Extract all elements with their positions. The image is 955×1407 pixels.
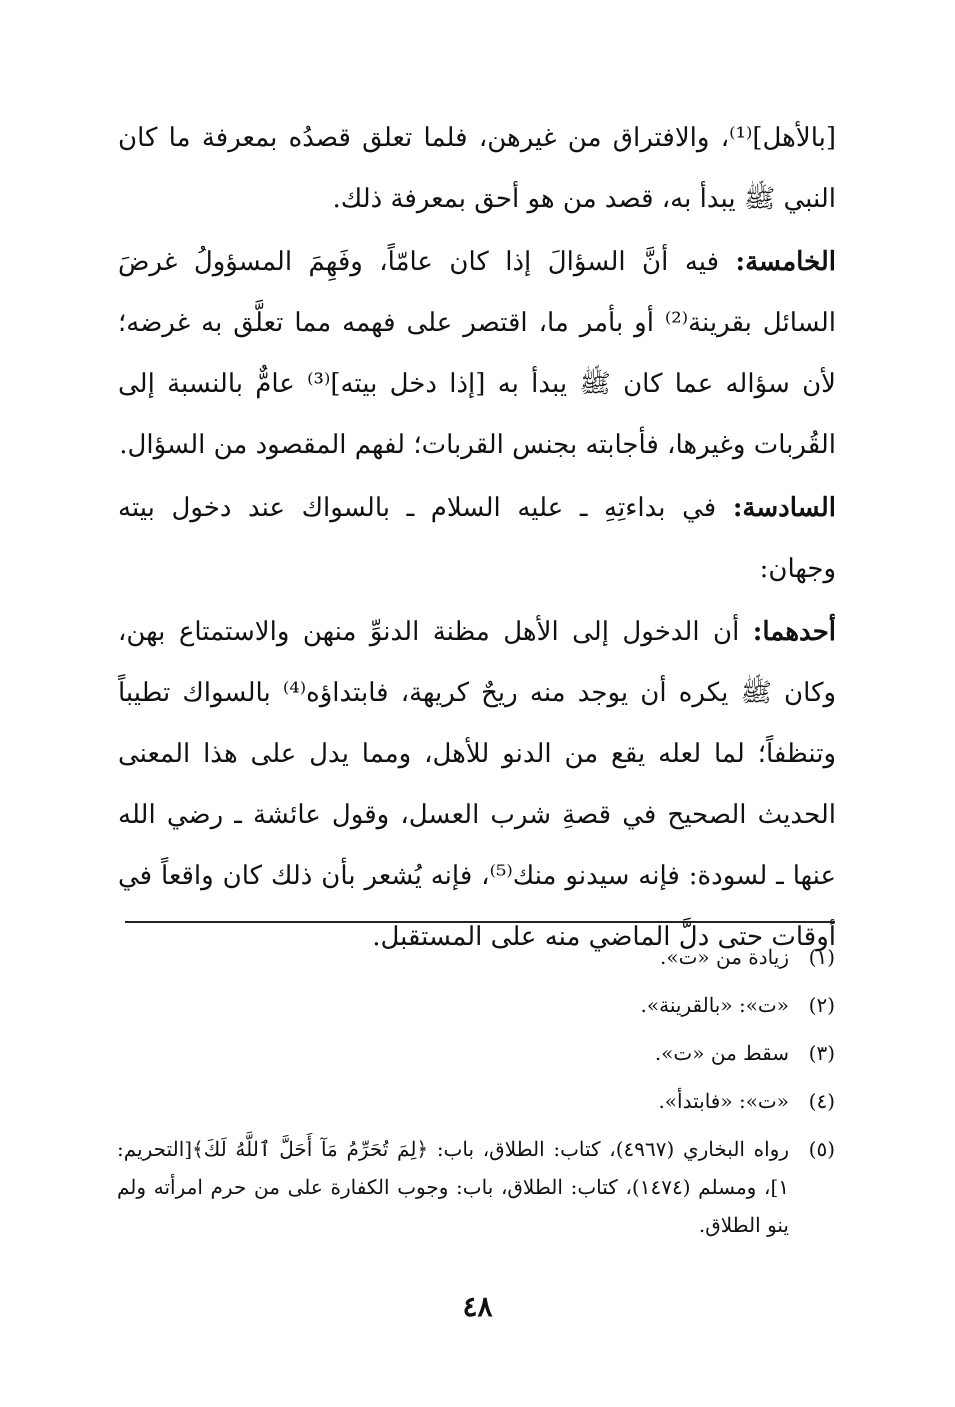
paragraph-4-text: أن الدخول إلى الأهل مظنة الدنوِّ منهن والاستمتاع بهن، وكان ﷺ يكره أن يوجد منه ريحٌ كريهة، فابتداؤه⁽⁴⁾ بالسواك تطيباً وتنظفاً؛ لما لعله يقع من الدنو للأهل، ومما يدل على هذا المعنى الحديث الصحيح في قصةِ شرب العسل، وقول عائشة ـ رضي الله عنها ـ لسودة: فإنه سيدنو منك⁽⁵⁾، فإنه يُشعر بأن ذلك كان واقعاً في أوقات حتى دلَّ الماضي منه على المستقبل. [118, 617, 837, 952]
footnote-item [117, 1130, 835, 1244]
paragraph-1-text: [بالأهل]⁽¹⁾، والافتراق من غيرهن، فلما تعلق قصدُه بمعرفة ما كان النبي ﷺ يبدأ به، قصد من هو أحق بمعرفة ذلك. [118, 123, 836, 214]
paragraph-1 [118, 108, 836, 230]
footnotes [117, 938, 835, 1254]
paragraph-4 [118, 602, 836, 968]
page-number: ٤٨ [462, 1290, 493, 1323]
footnote-number: (٥) [808, 1137, 835, 1161]
paragraph-3-text: في بداءتِهِ ـ عليه السلام ـ بالسواك عند دخول بيته وجهان: [118, 493, 836, 584]
paragraph-2-lead: الخامسة: [735, 247, 836, 277]
main-text [118, 108, 836, 968]
footnote-item [117, 986, 835, 1024]
footnote-text: «ت»: «بالقرينة». [640, 993, 789, 1017]
paragraph-3-lead: السادسة: [732, 493, 836, 523]
footnote-text: سقط من «ت». [654, 1041, 789, 1065]
footnote-number: (٢) [808, 993, 835, 1017]
footnote-item [117, 938, 835, 976]
paragraph-3 [118, 478, 836, 600]
footnote-text: «ت»: «فابتدأ». [658, 1089, 789, 1113]
paragraph-2 [118, 232, 836, 476]
footnote-number: (١) [808, 945, 835, 969]
footnote-text: رواه البخاري (٤٩٦٧)، كتاب: الطلاق، باب: ﴿لِمَ تُحَرِّمُ مَآ أَحَلَّ ٱللَّهُ لَكَ﴾[التحريم: ١]، ومسلم (١٤٧٤)، كتاب: الطلاق، باب: وجوب الكفارة على من حرم امرأته ولم ينو الطلاق. [117, 1137, 789, 1237]
footnote-text: زيادة من «ت». [659, 945, 789, 969]
paragraph-4-lead: أحدهما: [752, 617, 836, 647]
footnote-number: (٤) [808, 1089, 835, 1113]
paragraph-2-text: فيه أنَّ السؤالَ إذا كان عامّاً، وفَهِمَ المسؤولُ غرضَ السائل بقرينة⁽²⁾ أو بأمر ما، اقتصر على فهمه مما تعلَّق به غرضه؛ لأن سؤاله عما كان ﷺ يبدأ به [إذا دخل بيته]⁽³⁾ عامٌّ بالنسبة إلى القُربات وغيرها، فأجابته بجنس القربات؛ لفهم المقصود من السؤال. [118, 247, 836, 460]
footnote-item [117, 1082, 835, 1120]
footnote-divider [125, 921, 835, 923]
footnote-number: (٣) [808, 1041, 835, 1065]
footnote-item [117, 1034, 835, 1072]
